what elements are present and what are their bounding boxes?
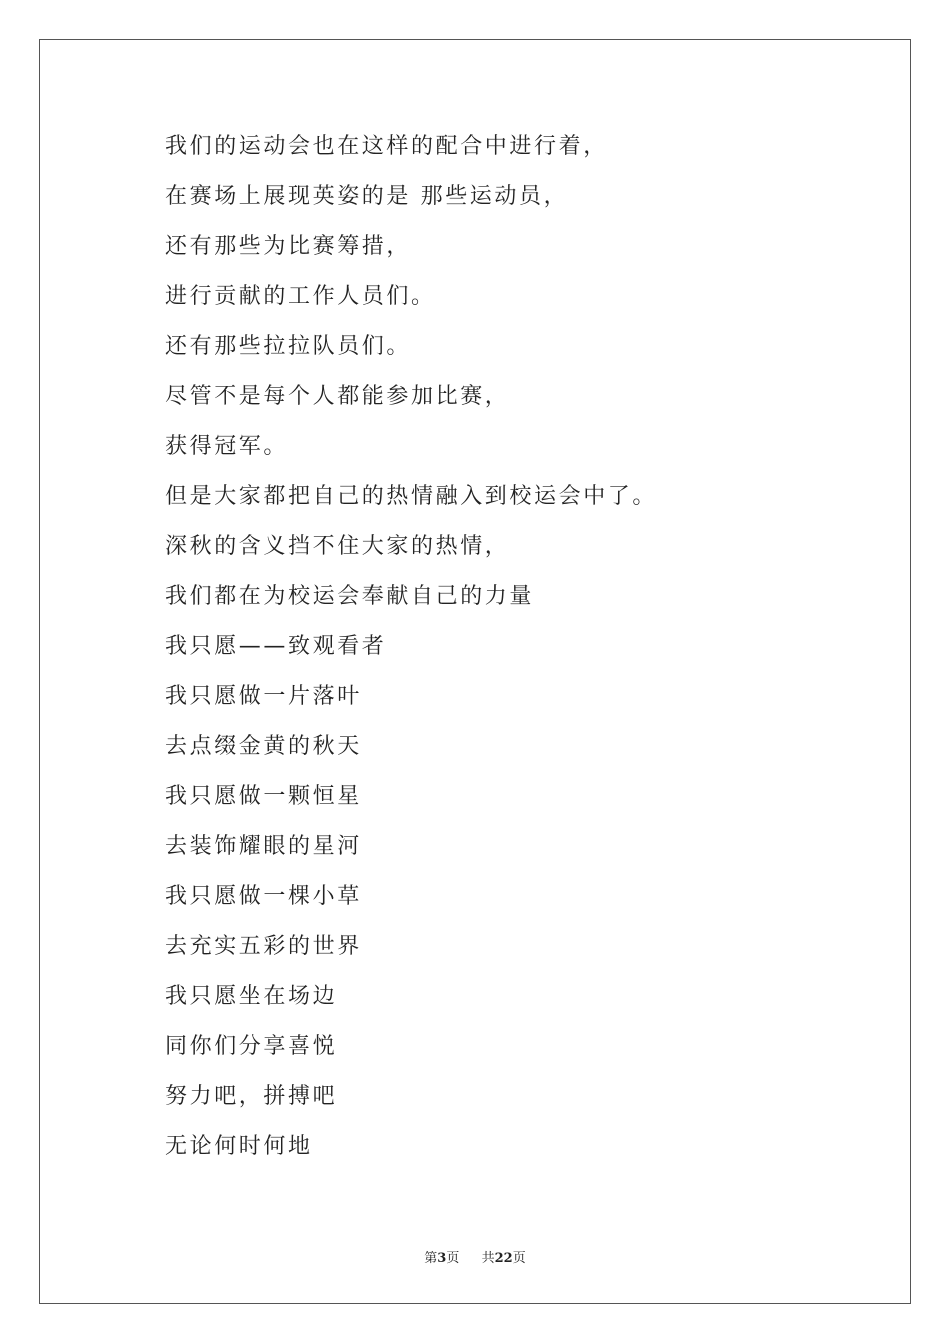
text-line: 我只愿做一片落叶 xyxy=(165,684,362,709)
text-line: 但是大家都把自己的热情融入到校运会中了。 xyxy=(165,484,658,509)
total-pages: 22 xyxy=(494,1251,513,1266)
page-footer xyxy=(0,1247,950,1266)
text-line: 去充实五彩的世界 xyxy=(165,934,362,959)
page-suffix: 页 xyxy=(446,1251,460,1266)
total-suffix: 页 xyxy=(512,1251,526,1266)
text-line: 深秋的含义挡不住大家的热情， xyxy=(165,534,510,559)
text-line: 我只愿坐在场边 xyxy=(165,984,338,1009)
page-prefix: 第 xyxy=(424,1251,438,1266)
text-line: 我只愿做一棵小草 xyxy=(165,884,362,909)
page-indicator xyxy=(424,1251,463,1266)
text-line: 进行贡献的工作人员们。 xyxy=(165,284,436,309)
text-line: 我们的运动会也在这样的配合中进行着， xyxy=(165,134,608,159)
text-line: 无论何时何地 xyxy=(165,1134,313,1159)
text-line: 获得冠军。 xyxy=(165,434,289,459)
text-line: 我只愿做一颗恒星 xyxy=(165,784,362,809)
text-line: 我们都在为校运会奉献自己的力量 xyxy=(165,584,535,609)
document-body xyxy=(165,130,865,1180)
text-line: 还有那些为比赛筹措， xyxy=(165,234,412,259)
text-line: 我只愿——致观看者 xyxy=(165,634,387,659)
page-number: 3 xyxy=(437,1251,447,1266)
total-prefix: 共 xyxy=(481,1251,495,1266)
text-line: 去点缀金黄的秋天 xyxy=(165,734,362,759)
text-line: 在赛场上展现英姿的是 那些运动员， xyxy=(165,184,569,209)
total-pages-indicator xyxy=(482,1251,526,1266)
text-line: 还有那些拉拉队员们。 xyxy=(165,334,412,359)
text-line: 努力吧，拼搏吧 xyxy=(165,1084,338,1109)
text-line: 去装饰耀眼的星河 xyxy=(165,834,362,859)
text-line: 尽管不是每个人都能参加比赛， xyxy=(165,384,510,409)
text-line: 同你们分享喜悦 xyxy=(165,1034,338,1059)
